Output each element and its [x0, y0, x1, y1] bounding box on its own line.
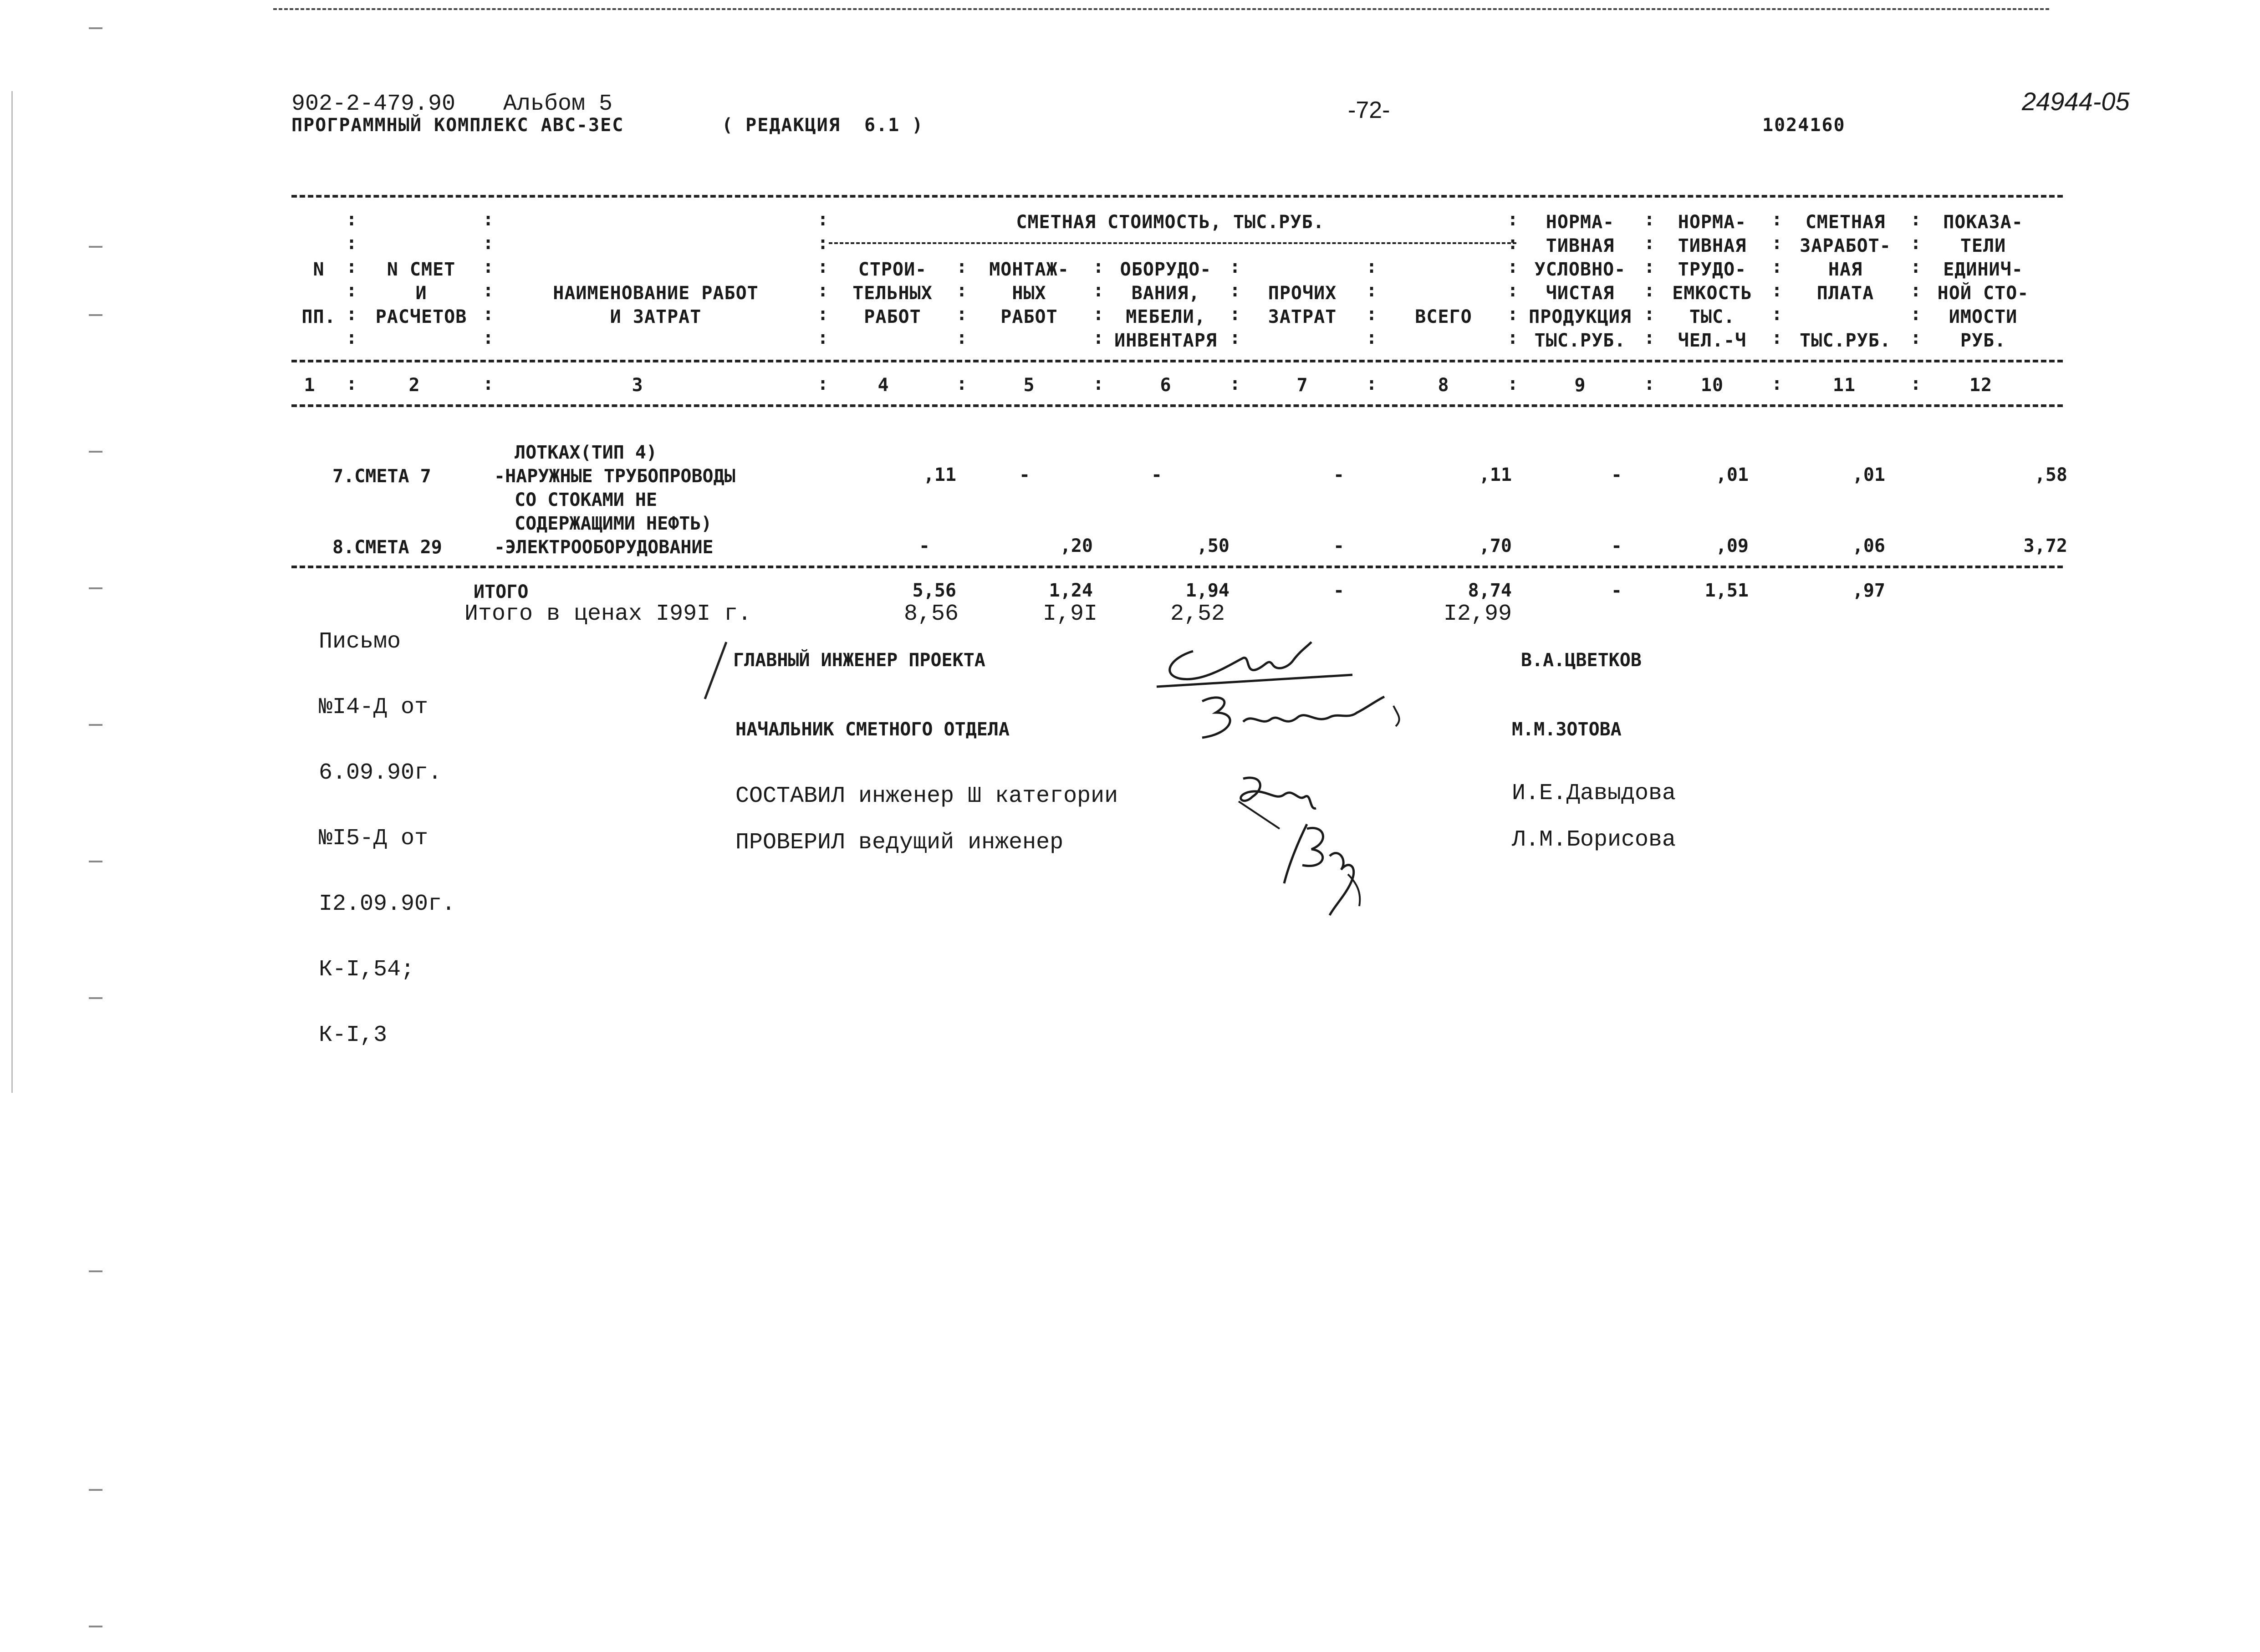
total-value: ,97 [1852, 580, 1885, 601]
col-number: 4 [877, 375, 889, 396]
col-header-2: N СМЕТ И РАСЧЕТОВ [375, 259, 467, 327]
cell-value: ,09 [1715, 535, 1749, 556]
row-name: ЛОТКАХ(ТИП 4) -НАРУЖНЫЕ ТРУБОПРОВОДЫ СО СТОКАМИ НЕ СОДЕРЖАЩИМИ НЕФТЬ) [494, 442, 735, 534]
signature-role: НАЧАЛЬНИК СМЕТНОГО ОТДЕЛА [735, 719, 1010, 740]
total-value: 1,24 [1049, 580, 1093, 601]
row-number: 7.СМЕТА 7 [332, 466, 431, 487]
cell-value: ,20 [1060, 535, 1093, 556]
total-1991-value: I,9I [1043, 601, 1098, 627]
col-number: 11 [1832, 375, 1856, 396]
cell-value: ,01 [1852, 464, 1885, 485]
doc-code: 902-2-479.90 [291, 91, 456, 117]
col-header-3: НАИМЕНОВАНИЕ РАБОТ И ЗАТРАТ [553, 283, 759, 327]
col-header-8: ВСЕГО [1415, 306, 1472, 327]
col-header-12: ПОКАЗА- ТЕЛИ ЕДИНИЧ- НОЙ СТО- ИМОСТИ РУБ. [1937, 212, 2029, 351]
col-number: 7 [1296, 375, 1308, 396]
cell-value: ,11 [1479, 464, 1512, 485]
total-1991-value: I2,99 [1444, 601, 1512, 627]
cell-value: ,70 [1479, 535, 1512, 556]
cell-value: ,58 [2034, 464, 2067, 485]
signature-borisova [1280, 815, 1389, 924]
cell-value: - [1019, 464, 1031, 485]
album-label: Альбом 5 [503, 91, 613, 117]
col-number: 1 [304, 375, 316, 396]
col-number: 10 [1700, 375, 1724, 396]
col-header-9: НОРМА- ТИВНАЯ УСЛОВНО- ЧИСТАЯ ПРОДУКЦИЯ ТЫС.РУБ. [1529, 212, 1632, 351]
total-value: 5,56 [912, 580, 956, 601]
signature-tsvetkov [1152, 633, 1362, 692]
total-1991-label: Итого в ценах I99I г. [464, 601, 752, 627]
group-header-rule [829, 242, 1516, 244]
doc-id: 1024160 [1762, 115, 1846, 136]
signature-zotova [1193, 688, 1430, 747]
cell-value: - [1151, 464, 1163, 485]
cell-value: ,50 [1196, 535, 1229, 556]
row-name: -ЭЛЕКТРООБОРУДОВАНИЕ [494, 537, 714, 558]
row-number: 8.СМЕТА 29 [332, 537, 442, 558]
cell-value: ,01 [1715, 464, 1749, 485]
total-value: 1,94 [1185, 580, 1229, 601]
slash-mark [701, 640, 729, 704]
col-number: 2 [408, 375, 420, 396]
col-header-5: МОНТАЖ- НЫХ РАБОТ [989, 259, 1069, 327]
col-header-11: СМЕТНАЯ ЗАРАБОТ- НАЯ ПЛАТА ТЫС.РУБ. [1800, 212, 1891, 351]
total-1991-value: 2,52 [1170, 601, 1225, 627]
header-bottom-rule [291, 360, 2063, 362]
total-value: - [1611, 580, 1622, 601]
total-value: 1,51 [1704, 580, 1749, 601]
margin-note: Письмо №I4-Д от 6.09.90г. №I5-Д от I2.09.90г. К-I,54; К-I,3 [319, 629, 456, 1048]
col-header-4: СТРОИ- ТЕЛЬНЫХ РАБОТ [852, 259, 933, 327]
inventory-number: 24944-05 [2022, 87, 2130, 116]
col-number: 9 [1574, 375, 1586, 396]
top-edge-line [273, 8, 2049, 10]
col-header-1: N ПП. [301, 259, 336, 327]
total-label: ИТОГО [474, 581, 529, 602]
total-value: 8,74 [1468, 580, 1512, 601]
cell-value: 3,72 [2023, 535, 2067, 556]
col-number: 8 [1438, 375, 1449, 396]
col-header-7: ПРОЧИХ ЗАТРАТ [1268, 283, 1337, 327]
total-1991-value: 8,56 [904, 601, 959, 627]
cell-value: - [918, 535, 930, 556]
col-number: 12 [1969, 375, 1993, 396]
signature-name: М.М.ЗОТОВА [1512, 719, 1622, 740]
page-number: -72- [1348, 97, 1390, 123]
col-header-6: ОБОРУДО- ВАНИЯ, МЕБЕЛИ, ИНВЕНТАРЯ [1114, 259, 1217, 351]
col-number: 5 [1023, 375, 1035, 396]
cell-value: ,06 [1852, 535, 1885, 556]
signature-role: ГЛАВНЫЙ ИНЖЕНЕР ПРОЕКТА [733, 650, 985, 671]
signature-name: Л.М.Борисова [1512, 827, 1676, 853]
col-number: 6 [1160, 375, 1172, 396]
edition-label: ( РЕДАКЦИЯ 6.1 ) [722, 115, 924, 136]
cell-value: - [1611, 535, 1622, 556]
cell-value: - [1611, 464, 1622, 485]
cell-value: - [1333, 464, 1345, 485]
cell-value: - [1333, 535, 1345, 556]
col-header-10: НОРМА- ТИВНАЯ ТРУДО- ЕМКОСТЬ ТЫС. ЧЕЛ.-Ч [1672, 212, 1752, 351]
group-header: СМЕТНАЯ СТОИМОСТЬ, ТЫС.РУБ. [1016, 212, 1325, 233]
signature-name: В.А.ЦВЕТКОВ [1521, 650, 1642, 671]
col-number: 3 [632, 375, 643, 396]
signature-role: ПРОВЕРИЛ ведущий инженер [735, 830, 1064, 856]
body-bottom-rule [291, 566, 2063, 568]
signature-name: И.Е.Давыдова [1512, 780, 1676, 806]
total-value: - [1333, 580, 1345, 601]
signature-role: СОСТАВИЛ инженер Ш категории [735, 783, 1118, 809]
table-top-rule [291, 195, 2063, 198]
cell-value: ,11 [923, 464, 956, 485]
colnum-bottom-rule [291, 404, 2063, 407]
program-label: ПРОГРАММНЫЙ КОМПЛЕКС АВС-ЗЕС [291, 115, 624, 136]
